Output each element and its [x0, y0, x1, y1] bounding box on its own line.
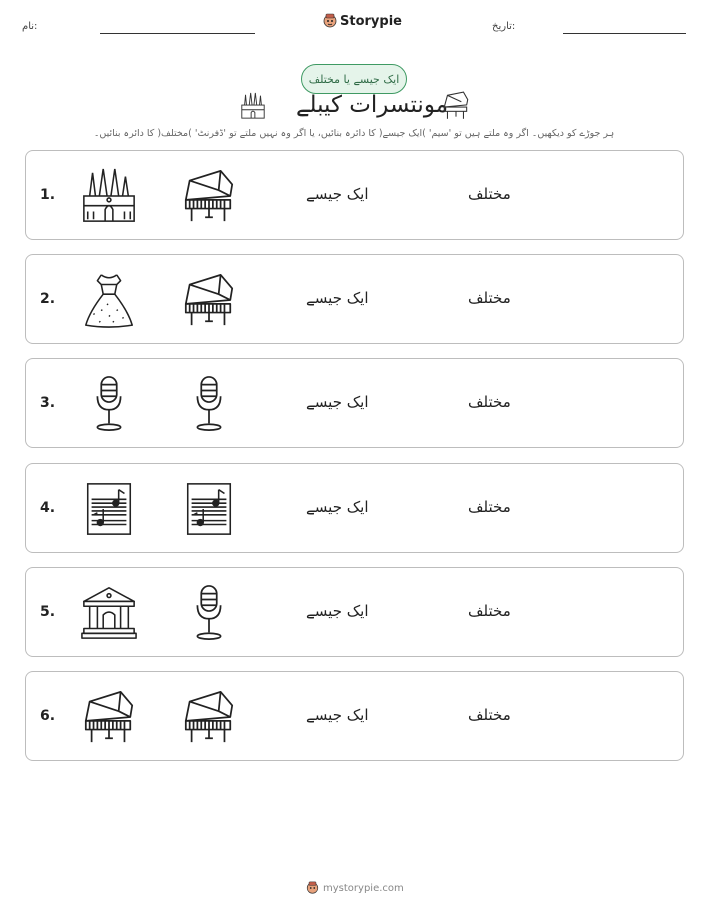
question-card	[25, 463, 684, 553]
title-row	[0, 88, 709, 126]
microphone-icon	[80, 374, 138, 434]
different-option[interactable]: مختلف	[468, 602, 511, 620]
piano-icon	[180, 166, 238, 226]
question-card	[25, 671, 684, 761]
page-title: مونتسرات کیبلے	[296, 92, 449, 118]
opera-house-icon	[80, 583, 138, 643]
same-option[interactable]: ایک جیسے	[306, 185, 369, 203]
question-number: 4.	[40, 500, 56, 516]
question-number: 3.	[40, 395, 56, 411]
instructions: ہر جوڑے کو دیکھیں۔ اگر وہ ملتے ہیں تو 'سیم' )ایک جیسے( کا دائرہ بنائیں، یا اگر وہ نہیں ملتے تو 'ڈفرنٹ' )مختلف( کا دائرہ بنائیں۔	[93, 128, 615, 139]
cathedral-icon	[80, 166, 138, 226]
dress-icon	[80, 270, 138, 330]
question-card	[25, 254, 684, 344]
question-number: 5.	[40, 604, 56, 620]
sheet-music-icon	[80, 479, 138, 539]
cathedral-icon	[238, 92, 268, 120]
footer	[306, 881, 404, 895]
question-number: 1.	[40, 187, 56, 203]
piano-icon	[180, 270, 238, 330]
same-option[interactable]: ایک جیسے	[306, 289, 369, 307]
storypie-mascot-icon	[306, 881, 319, 895]
question-number: 2.	[40, 291, 56, 307]
different-option[interactable]: مختلف	[468, 498, 511, 516]
microphone-icon	[180, 583, 238, 643]
sheet-music-icon	[180, 479, 238, 539]
microphone-icon	[180, 374, 238, 434]
different-option[interactable]: مختلف	[468, 185, 511, 203]
same-option[interactable]: ایک جیسے	[306, 498, 369, 516]
question-card	[25, 358, 684, 448]
footer-url[interactable]: mystorypie.com	[323, 882, 404, 894]
date-label: تاریخ:	[492, 21, 516, 32]
question-card	[25, 150, 684, 240]
piano-icon	[440, 90, 472, 122]
different-option[interactable]: مختلف	[468, 393, 511, 411]
different-option[interactable]: مختلف	[468, 706, 511, 724]
same-option[interactable]: ایک جیسے	[306, 706, 369, 724]
date-line[interactable]	[563, 33, 686, 34]
piano-icon	[180, 687, 238, 747]
same-option[interactable]: ایک جیسے	[306, 602, 369, 620]
name-line[interactable]	[100, 33, 255, 34]
same-option[interactable]: ایک جیسے	[306, 393, 369, 411]
different-option[interactable]: مختلف	[468, 289, 511, 307]
worksheet-type-pill: ایک جیسے یا مختلف	[301, 64, 407, 94]
brand-name: Storypie	[340, 13, 402, 29]
name-label: نام:	[22, 21, 38, 32]
brand-logo	[323, 13, 402, 29]
question-card	[25, 567, 684, 657]
piano-icon	[80, 687, 138, 747]
storypie-mascot-icon	[323, 13, 337, 29]
question-number: 6.	[40, 708, 56, 724]
